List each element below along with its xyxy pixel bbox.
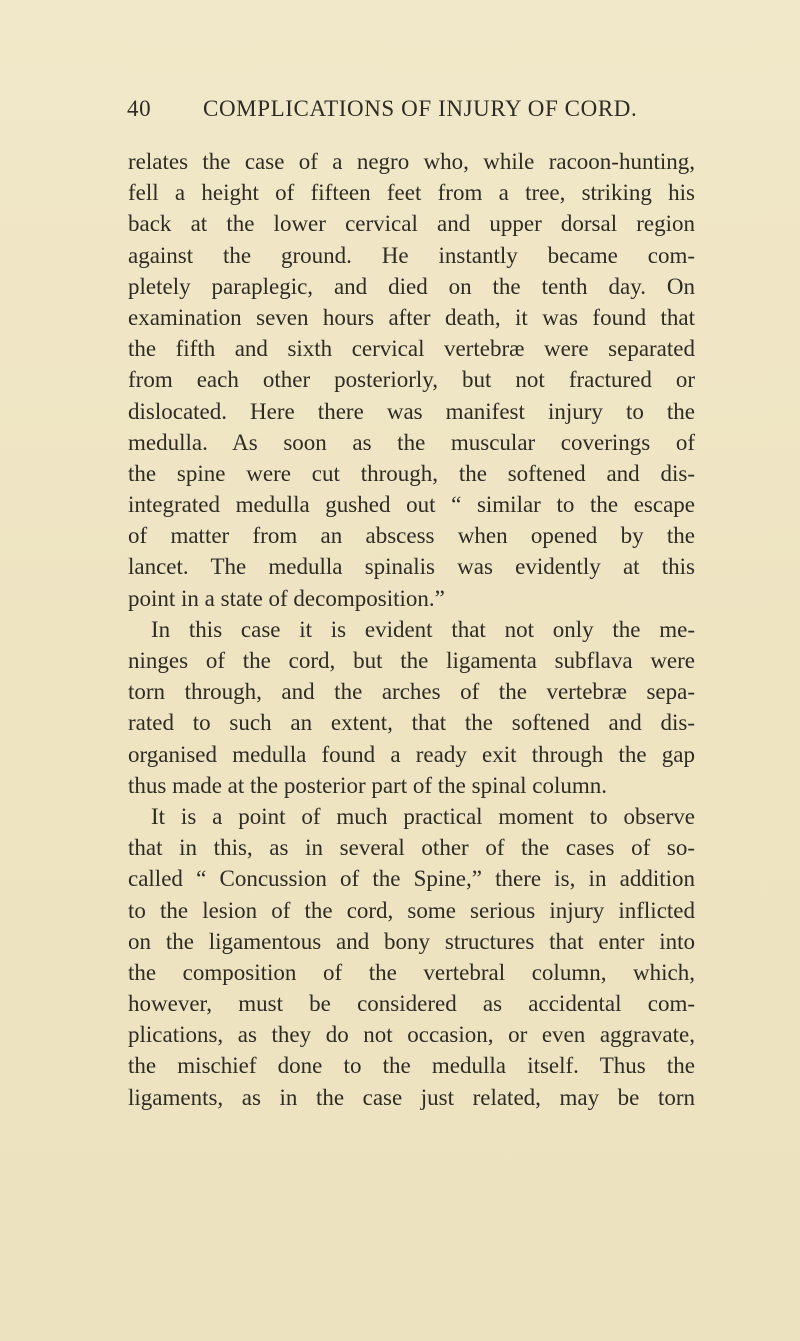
body-text: [128, 146, 695, 1113]
text-line: that in this, as in several other of the cases of so-: [128, 835, 695, 861]
text-line: however, must be considered as accidental com-: [128, 991, 695, 1017]
text-line: the spine were cut through, the softened and dis-: [128, 460, 695, 486]
text-line: from each other posteriorly, but not fractured or: [128, 367, 695, 393]
text-line: ninges of the cord, but the ligamenta subflava were: [128, 648, 695, 673]
text-line: to the lesion of the cord, some serious injury inflicted: [128, 897, 695, 923]
running-head: [0, 96, 800, 126]
text-line: relates the case of a negro who, while racoon-hunting,: [128, 149, 695, 174]
text-line: the fifth and sixth cervical vertebræ were separated: [128, 336, 695, 362]
paragraph-1: [128, 146, 695, 614]
text-line: pletely paraplegic, and died on the tenth day. On: [128, 273, 695, 299]
text-line: point in a state of decomposition.”: [128, 585, 445, 611]
text-line: back at the lower cervical and upper dorsal region: [128, 211, 695, 237]
text-line: rated to such an extent, that the softened and dis-: [128, 710, 695, 736]
text-line: called “ Concussion of the Spine,” there is, in addition: [128, 866, 695, 892]
text-line: against the ground. He instantly became com-: [128, 242, 695, 268]
text-line: of matter from an abscess when opened by the: [128, 523, 695, 549]
text-line: In this case it is evident that not only the me-: [151, 616, 695, 642]
text-line: examination seven hours after death, it was found that: [128, 304, 695, 330]
text-line: fell a height of fifteen feet from a tree, striking his: [128, 180, 695, 206]
text-line: plications, as they do not occasion, or even aggravate,: [128, 1022, 695, 1048]
paragraph-2: [128, 614, 695, 801]
text-line: organised medulla found a ready exit through the gap: [128, 741, 695, 767]
text-line: ligaments, as in the case just related, may be torn: [128, 1084, 695, 1110]
text-line: lancet. The medulla spinalis was evidently at this: [128, 554, 695, 580]
text-line: torn through, and the arches of the vertebræ sepa-: [128, 679, 695, 705]
page-number: 40: [127, 96, 152, 121]
text-line: It is a point of much practical moment to observe: [151, 803, 695, 829]
text-line: integrated medulla gushed out “ similar to the escape: [128, 492, 695, 518]
text-line: on the ligamentous and bony structures that enter into: [128, 928, 695, 954]
paragraph-3: [128, 801, 695, 1113]
text-line: the mischief done to the medulla itself. Thus the: [128, 1053, 695, 1079]
text-line: medulla. As soon as the muscular coverings of: [128, 429, 695, 455]
text-line: thus made at the posterior part of the spinal column.: [128, 772, 608, 798]
running-head-title: COMPLICATIONS OF INJURY OF CORD.: [203, 96, 638, 121]
text-line: the composition of the vertebral column, which,: [128, 959, 695, 985]
text-line: dislocated. Here there was manifest injury to the: [128, 398, 695, 424]
